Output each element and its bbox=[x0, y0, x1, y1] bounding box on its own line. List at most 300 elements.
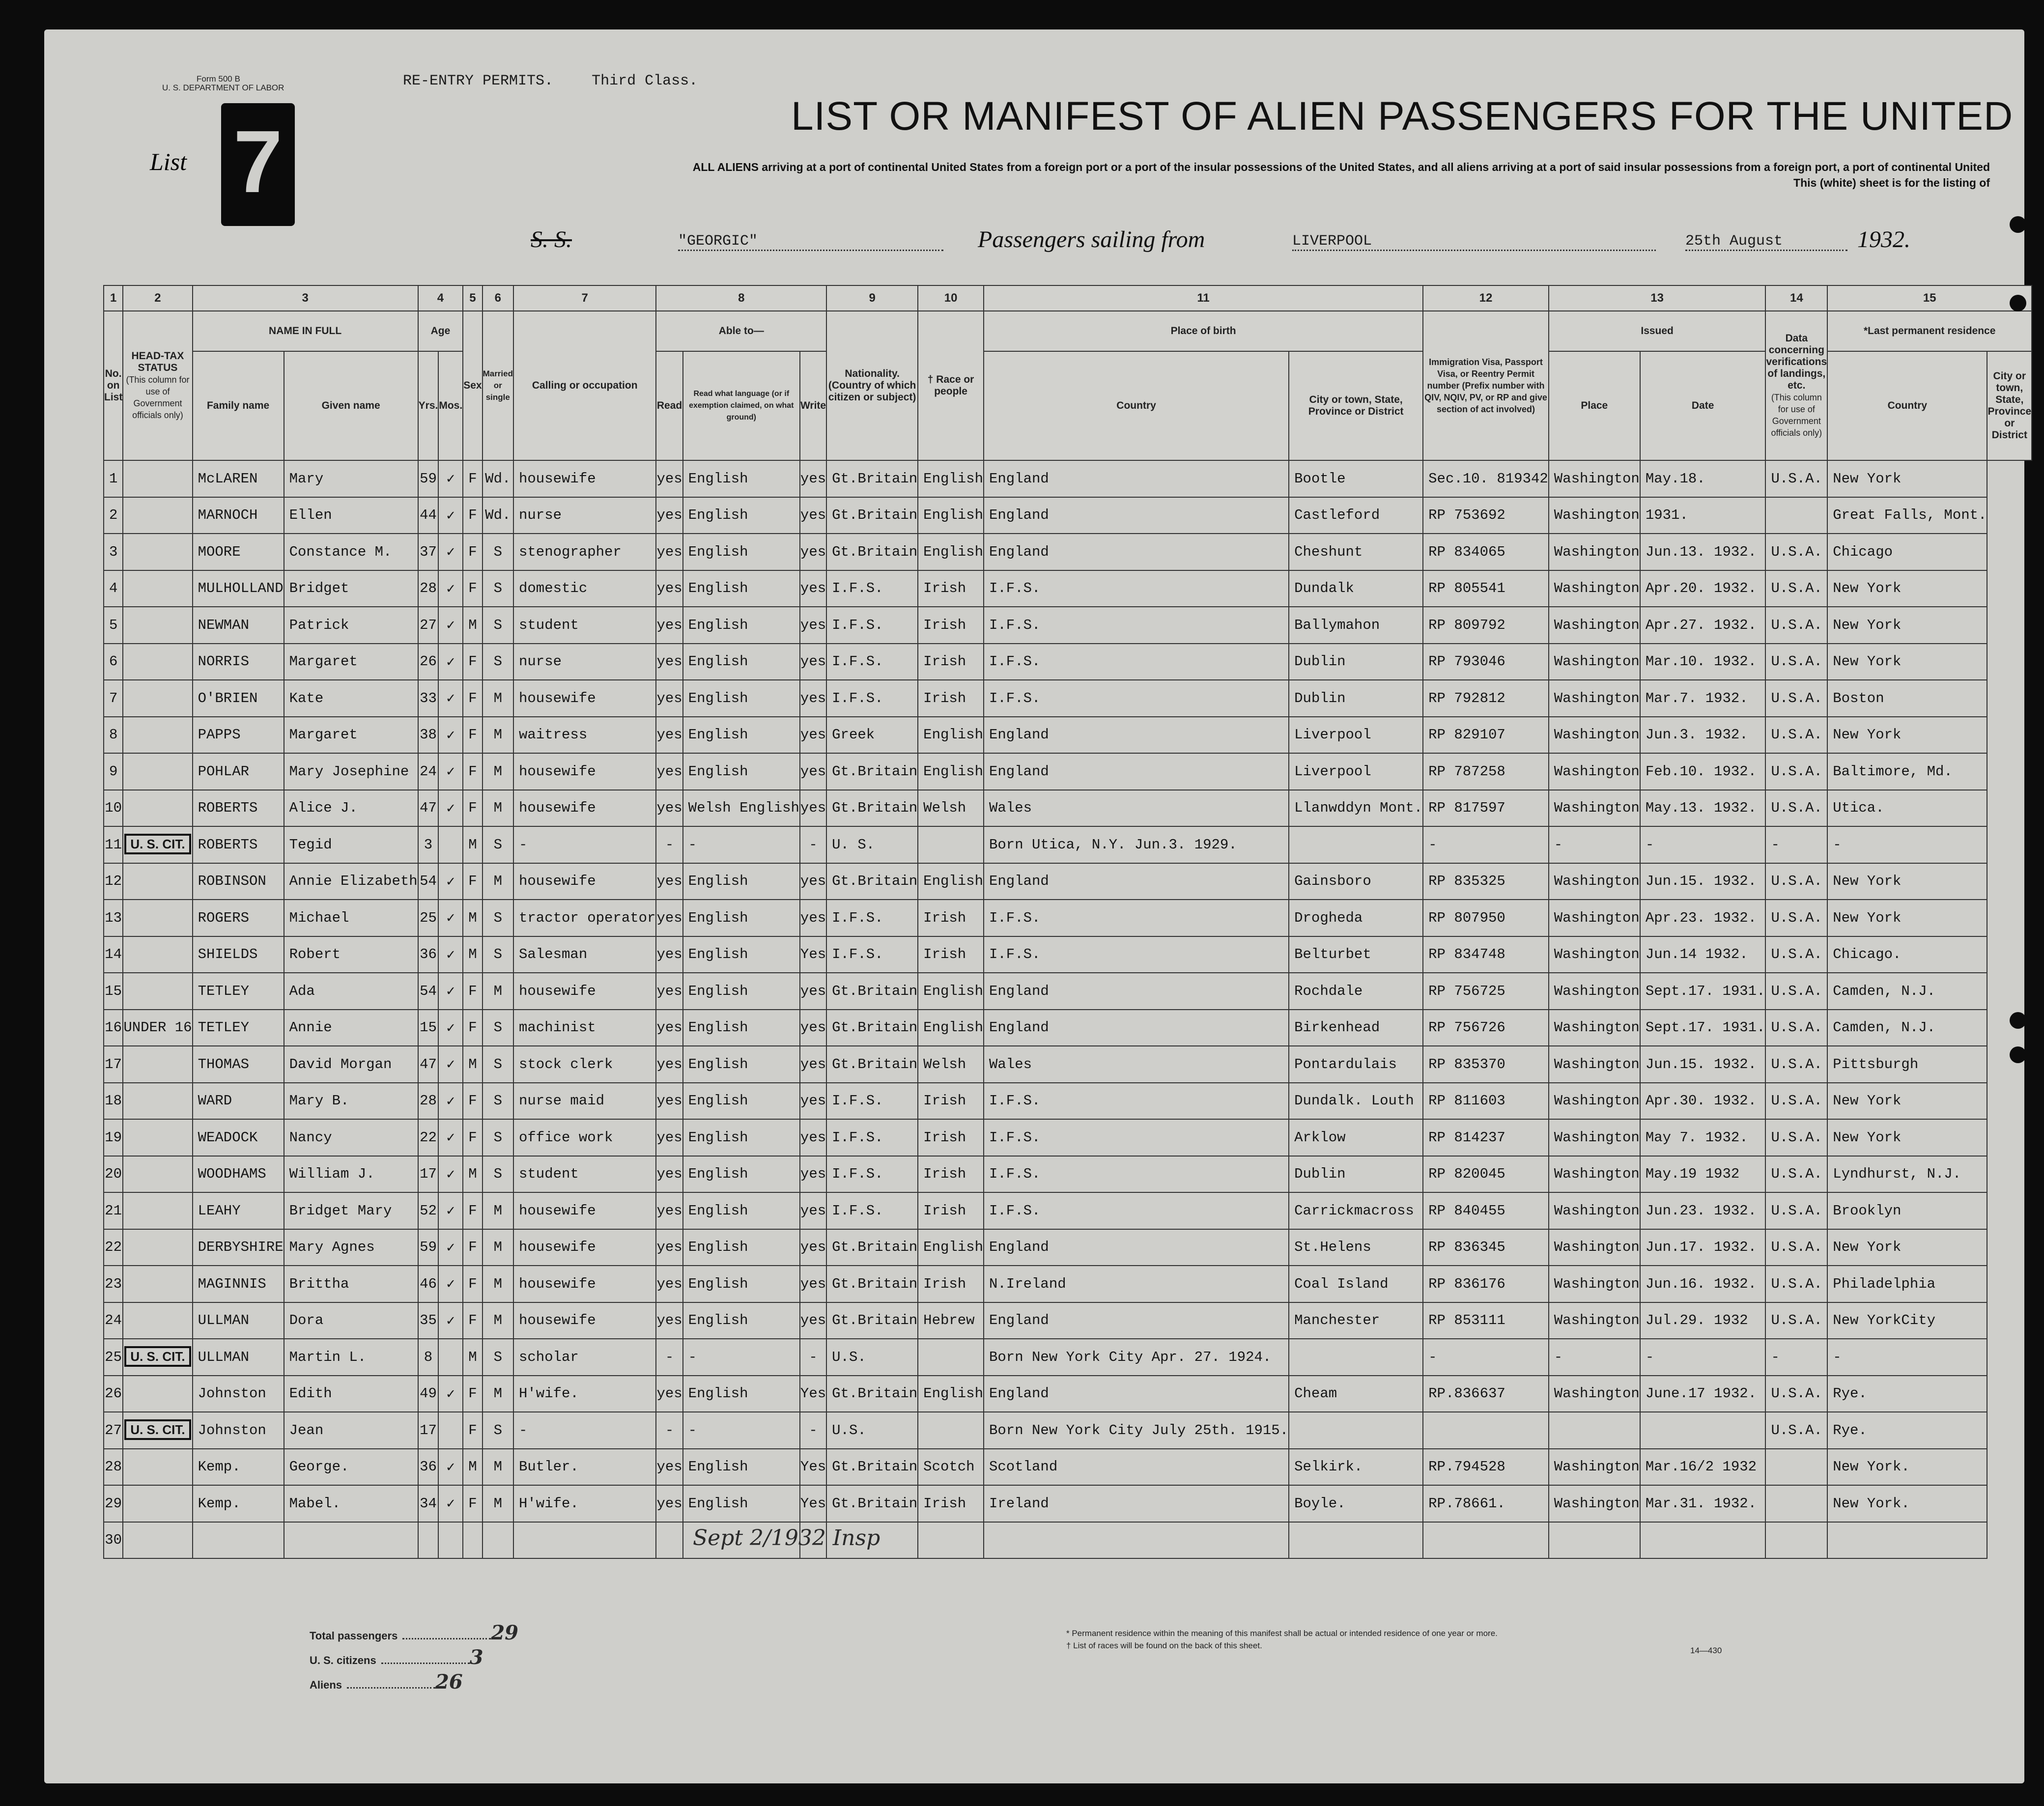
occupation: waitress bbox=[513, 717, 656, 754]
head-tax-status: UNDER 16 bbox=[123, 1010, 192, 1046]
read-language: English bbox=[683, 1302, 800, 1339]
occupation: nurse bbox=[513, 497, 656, 534]
residence-country: - bbox=[1765, 826, 1827, 863]
age-months-check: ✓ bbox=[438, 1229, 463, 1266]
family-name: ULLMAN bbox=[193, 1339, 284, 1376]
nationality: Gt.Britain bbox=[826, 863, 918, 900]
head-tax-status bbox=[123, 1485, 192, 1522]
can-read: yes bbox=[656, 863, 682, 900]
visa-number: RP 836345 bbox=[1423, 1229, 1549, 1266]
given-name: Margaret bbox=[284, 717, 418, 754]
issued-place: Washington bbox=[1549, 570, 1640, 607]
read-language: English bbox=[683, 1229, 800, 1266]
race: English bbox=[918, 1010, 984, 1046]
nationality: I.F.S. bbox=[826, 1192, 918, 1229]
nationality: Gt.Britain bbox=[826, 1302, 918, 1339]
visa-number: RP 814237 bbox=[1423, 1119, 1549, 1156]
race: English bbox=[918, 1376, 984, 1412]
visa-number: RP 807950 bbox=[1423, 900, 1549, 936]
age-years: 34 bbox=[418, 1485, 439, 1522]
read-language: English bbox=[683, 497, 800, 534]
family-name: ROBERTS bbox=[193, 790, 284, 827]
race: Hebrew bbox=[918, 1302, 984, 1339]
age-months-check: ✓ bbox=[438, 973, 463, 1010]
read-language: English bbox=[683, 717, 800, 754]
issued-date bbox=[1640, 1412, 1766, 1449]
visa-number bbox=[1423, 1522, 1549, 1559]
row-number: 13 bbox=[104, 900, 123, 936]
family-name bbox=[193, 1522, 284, 1559]
passenger-row bbox=[104, 1083, 2032, 1120]
residence-country: U.S.A. bbox=[1765, 863, 1827, 900]
occupation: student bbox=[513, 1156, 656, 1193]
marital-status: S bbox=[483, 1083, 513, 1120]
age-years: 46 bbox=[418, 1266, 439, 1302]
passenger-row bbox=[104, 1266, 2032, 1302]
read-language: English bbox=[683, 936, 800, 973]
age-months-check: ✓ bbox=[438, 1266, 463, 1302]
us-citizen-stamp: U. S. CIT. bbox=[124, 1346, 191, 1367]
residence-country bbox=[1765, 1449, 1827, 1486]
birth-country: Born Utica, N.Y. Jun.3. 1929. bbox=[984, 826, 1289, 863]
issued-date: May.19 1932 bbox=[1640, 1156, 1766, 1193]
sex: F bbox=[463, 1083, 482, 1120]
residence-city: New York. bbox=[1827, 1449, 1987, 1486]
can-write: Yes bbox=[800, 1449, 826, 1486]
marital-status: M bbox=[483, 1192, 513, 1229]
passenger-row bbox=[104, 1156, 2032, 1193]
given-name: Margaret bbox=[284, 644, 418, 680]
passenger-row bbox=[104, 1010, 2032, 1046]
residence-country: U.S.A. bbox=[1765, 900, 1827, 936]
given-name bbox=[284, 1522, 418, 1559]
given-name: Constance M. bbox=[284, 534, 418, 570]
visa-number: RP 756726 bbox=[1423, 1010, 1549, 1046]
issued-place: Washington bbox=[1549, 936, 1640, 973]
occupation: housewife bbox=[513, 1229, 656, 1266]
passenger-row bbox=[104, 936, 2032, 973]
occupation: machinist bbox=[513, 1010, 656, 1046]
head-tax-status bbox=[123, 644, 192, 680]
can-write: yes bbox=[800, 1266, 826, 1302]
visa-number: RP 829107 bbox=[1423, 717, 1549, 754]
sex: M bbox=[463, 607, 482, 644]
can-read: yes bbox=[656, 1485, 682, 1522]
sex: F bbox=[463, 1229, 482, 1266]
issued-place: Washington bbox=[1549, 1302, 1640, 1339]
age-months-check: ✓ bbox=[438, 1010, 463, 1046]
occupation: housewife bbox=[513, 1266, 656, 1302]
total-passengers-line: Total passengers 29 bbox=[310, 1621, 518, 1644]
birth-country: England bbox=[984, 973, 1289, 1010]
race: Irish bbox=[918, 1485, 984, 1522]
read-language: English bbox=[683, 1083, 800, 1120]
issued-date: - bbox=[1640, 826, 1766, 863]
age-years: 28 bbox=[418, 570, 439, 607]
aliens-line: Aliens 26 bbox=[310, 1670, 463, 1693]
age-months-check: ✓ bbox=[438, 790, 463, 827]
issued-date: May 7. 1932. bbox=[1640, 1119, 1766, 1156]
race: Irish bbox=[918, 570, 984, 607]
family-name: PAPPS bbox=[193, 717, 284, 754]
residence-country: U.S.A. bbox=[1765, 1156, 1827, 1193]
row-number: 2 bbox=[104, 497, 123, 534]
residence-country: U.S.A. bbox=[1765, 717, 1827, 754]
read-language: English bbox=[683, 900, 800, 936]
residence-city: Rye. bbox=[1827, 1376, 1987, 1412]
can-read: yes bbox=[656, 717, 682, 754]
age-years: 54 bbox=[418, 863, 439, 900]
age-months-check: ✓ bbox=[438, 1302, 463, 1339]
sex: F bbox=[463, 680, 482, 717]
race: English bbox=[918, 1229, 984, 1266]
visa-number: RP 836176 bbox=[1423, 1266, 1549, 1302]
head-tax-status bbox=[123, 863, 192, 900]
issued-place: Washington bbox=[1549, 607, 1640, 644]
row-number: 25 bbox=[104, 1339, 123, 1376]
visa-number: - bbox=[1423, 826, 1549, 863]
residence-city: Utica. bbox=[1827, 790, 1987, 827]
passenger-row bbox=[104, 1449, 2032, 1486]
sex: F bbox=[463, 717, 482, 754]
passenger-row bbox=[104, 863, 2032, 900]
issued-date: Jun.3. 1932. bbox=[1640, 717, 1766, 754]
age-years: 37 bbox=[418, 534, 439, 570]
marital-status: S bbox=[483, 1010, 513, 1046]
age-years bbox=[418, 1522, 439, 1559]
head-tax-status bbox=[123, 460, 192, 497]
binding-hole bbox=[2010, 1012, 2026, 1029]
birth-country: England bbox=[984, 1376, 1289, 1412]
ss-label: S. S. bbox=[531, 226, 572, 253]
family-name: NEWMAN bbox=[193, 607, 284, 644]
sex: F bbox=[463, 1192, 482, 1229]
given-name: Annie Elizabeth bbox=[284, 863, 418, 900]
sailing-label: Passengers sailing from bbox=[978, 226, 1205, 253]
passenger-row bbox=[104, 1046, 2032, 1083]
birth-country: England bbox=[984, 753, 1289, 790]
can-read: yes bbox=[656, 790, 682, 827]
issued-date: Jul.29. 1932 bbox=[1640, 1302, 1766, 1339]
age-years: 28 bbox=[418, 1083, 439, 1120]
age-years: 8 bbox=[418, 1339, 439, 1376]
occupation: office work bbox=[513, 1119, 656, 1156]
passenger-row bbox=[104, 753, 2032, 790]
can-read: yes bbox=[656, 497, 682, 534]
can-read: yes bbox=[656, 680, 682, 717]
birth-city bbox=[1289, 1522, 1423, 1559]
binding-hole bbox=[2010, 216, 2026, 233]
issued-place: Washington bbox=[1549, 460, 1640, 497]
residence-country: U.S.A. bbox=[1765, 1192, 1827, 1229]
row-number: 3 bbox=[104, 534, 123, 570]
issued-date: Jun.16. 1932. bbox=[1640, 1266, 1766, 1302]
can-read: yes bbox=[656, 460, 682, 497]
age-years: 54 bbox=[418, 973, 439, 1010]
row-number: 11 bbox=[104, 826, 123, 863]
nationality: Gt.Britain bbox=[826, 497, 918, 534]
visa-number: RP 834065 bbox=[1423, 534, 1549, 570]
family-name: ROBINSON bbox=[193, 863, 284, 900]
head-tax-status bbox=[123, 1266, 192, 1302]
occupation: - bbox=[513, 826, 656, 863]
race bbox=[918, 1339, 984, 1376]
residence-country bbox=[1765, 1522, 1827, 1559]
age-years: 49 bbox=[418, 1376, 439, 1412]
issued-date: Jun.23. 1932. bbox=[1640, 1192, 1766, 1229]
row-number: 1 bbox=[104, 460, 123, 497]
passenger-row bbox=[104, 790, 2032, 827]
nationality: U.S. bbox=[826, 1339, 918, 1376]
sex: F bbox=[463, 1302, 482, 1339]
birth-country: I.F.S. bbox=[984, 607, 1289, 644]
visa-number: RP.794528 bbox=[1423, 1449, 1549, 1486]
row-number: 8 bbox=[104, 717, 123, 754]
can-read: yes bbox=[656, 534, 682, 570]
family-name: TETLEY bbox=[193, 973, 284, 1010]
passenger-row bbox=[104, 460, 2032, 497]
footnote-residence: * Permanent residence within the meaning of this manifest shall be actual or intended residence of one year or more. bbox=[1066, 1629, 1498, 1638]
residence-city: New York bbox=[1827, 460, 1987, 497]
can-read bbox=[656, 1522, 682, 1559]
form-header bbox=[162, 75, 284, 92]
row-number: 9 bbox=[104, 753, 123, 790]
head-tax-status bbox=[123, 1192, 192, 1229]
given-name: David Morgan bbox=[284, 1046, 418, 1083]
nationality: Gt.Britain bbox=[826, 1485, 918, 1522]
can-read: yes bbox=[656, 1302, 682, 1339]
given-name: Mary bbox=[284, 460, 418, 497]
age-months-check: ✓ bbox=[438, 1119, 463, 1156]
head-tax-status bbox=[123, 1156, 192, 1193]
residence-country: U.S.A. bbox=[1765, 1412, 1827, 1449]
birth-country: I.F.S. bbox=[984, 1083, 1289, 1120]
birth-city: Carrickmacross bbox=[1289, 1192, 1423, 1229]
age-months-check: ✓ bbox=[438, 717, 463, 754]
passenger-row bbox=[104, 1119, 2032, 1156]
passenger-row bbox=[104, 1229, 2032, 1266]
residence-country: U.S.A. bbox=[1765, 1119, 1827, 1156]
can-write: yes bbox=[800, 863, 826, 900]
family-name: MARNOCH bbox=[193, 497, 284, 534]
read-language: English bbox=[683, 1010, 800, 1046]
age-months-check bbox=[438, 1412, 463, 1449]
age-years: 47 bbox=[418, 1046, 439, 1083]
birth-city: Belturbet bbox=[1289, 936, 1423, 973]
race: English bbox=[918, 717, 984, 754]
nationality: Gt.Britain bbox=[826, 1376, 918, 1412]
age-months-check: ✓ bbox=[438, 534, 463, 570]
birth-city: Castleford bbox=[1289, 497, 1423, 534]
residence-country: U.S.A. bbox=[1765, 1302, 1827, 1339]
visa-number: RP 811603 bbox=[1423, 1083, 1549, 1120]
can-write: yes bbox=[800, 1119, 826, 1156]
issued-place: Washington bbox=[1549, 1156, 1640, 1193]
footnote-races: † List of races will be found on the back of this sheet. bbox=[1066, 1641, 1262, 1650]
marital-status: M bbox=[483, 1229, 513, 1266]
residence-country: U.S.A. bbox=[1765, 570, 1827, 607]
departure-port: LIVERPOOL bbox=[1292, 233, 1656, 251]
nationality: Gt.Britain bbox=[826, 1449, 918, 1486]
issued-date: Apr.27. 1932. bbox=[1640, 607, 1766, 644]
issued-place bbox=[1549, 1522, 1640, 1559]
form-number: Form 500 B bbox=[197, 74, 240, 84]
marital-status: M bbox=[483, 680, 513, 717]
race bbox=[918, 1412, 984, 1449]
residence-city: Philadelphia bbox=[1827, 1266, 1987, 1302]
age-years: 15 bbox=[418, 1010, 439, 1046]
birth-city: Gainsboro bbox=[1289, 863, 1423, 900]
occupation: housewife bbox=[513, 973, 656, 1010]
can-write: yes bbox=[800, 973, 826, 1010]
age-years: 59 bbox=[418, 460, 439, 497]
issued-date bbox=[1640, 1522, 1766, 1559]
read-language: English bbox=[683, 534, 800, 570]
head-tax-status bbox=[123, 497, 192, 534]
occupation: housewife bbox=[513, 460, 656, 497]
can-write: Yes bbox=[800, 1485, 826, 1522]
nationality: Gt.Britain bbox=[826, 790, 918, 827]
row-number: 14 bbox=[104, 936, 123, 973]
occupation: student bbox=[513, 607, 656, 644]
row-number: 22 bbox=[104, 1229, 123, 1266]
birth-country: I.F.S. bbox=[984, 570, 1289, 607]
issued-place: Washington bbox=[1549, 863, 1640, 900]
marital-status: M bbox=[483, 1449, 513, 1486]
can-write: yes bbox=[800, 1156, 826, 1193]
nationality: U.S. bbox=[826, 1412, 918, 1449]
us-citizen-stamp: U. S. CIT. bbox=[124, 1419, 191, 1440]
marital-status: S bbox=[483, 644, 513, 680]
birth-city: Drogheda bbox=[1289, 900, 1423, 936]
birth-country: England bbox=[984, 717, 1289, 754]
given-name: Mabel. bbox=[284, 1485, 418, 1522]
residence-city: Chicago bbox=[1827, 534, 1987, 570]
nationality: Gt.Britain bbox=[826, 1010, 918, 1046]
sex: M bbox=[463, 1449, 482, 1486]
race: English bbox=[918, 497, 984, 534]
birth-city: Dundalk. Louth bbox=[1289, 1083, 1423, 1120]
nationality: Gt.Britain bbox=[826, 753, 918, 790]
occupation: Salesman bbox=[513, 936, 656, 973]
given-name: Michael bbox=[284, 900, 418, 936]
can-read: yes bbox=[656, 1449, 682, 1486]
age-months-check: ✓ bbox=[438, 1449, 463, 1486]
sex: F bbox=[463, 1010, 482, 1046]
sex: F bbox=[463, 1266, 482, 1302]
birth-country: I.F.S. bbox=[984, 680, 1289, 717]
passenger-row bbox=[104, 607, 2032, 644]
read-language: English bbox=[683, 680, 800, 717]
race: Scotch bbox=[918, 1449, 984, 1486]
read-language: English bbox=[683, 1376, 800, 1412]
given-name: Patrick bbox=[284, 607, 418, 644]
age-months-check: ✓ bbox=[438, 680, 463, 717]
issued-place: Washington bbox=[1549, 1119, 1640, 1156]
residence-city: Chicago. bbox=[1827, 936, 1987, 973]
family-name: WARD bbox=[193, 1083, 284, 1120]
residence-city: New York bbox=[1827, 1083, 1987, 1120]
visa-number: RP 805541 bbox=[1423, 570, 1549, 607]
nationality: I.F.S. bbox=[826, 1083, 918, 1120]
can-read: yes bbox=[656, 900, 682, 936]
given-name: Mary Agnes bbox=[284, 1229, 418, 1266]
sex: F bbox=[463, 570, 482, 607]
given-name: Annie bbox=[284, 1010, 418, 1046]
issued-place: Washington bbox=[1549, 973, 1640, 1010]
residence-country: U.S.A. bbox=[1765, 753, 1827, 790]
family-name: WEADOCK bbox=[193, 1119, 284, 1156]
birth-city: Coal Island bbox=[1289, 1266, 1423, 1302]
head-tax-status bbox=[123, 826, 192, 863]
can-write: yes bbox=[800, 644, 826, 680]
issued-date: Sept.17. 1931. bbox=[1640, 973, 1766, 1010]
passenger-row bbox=[104, 900, 2032, 936]
can-write: yes bbox=[800, 1192, 826, 1229]
residence-country: U.S.A. bbox=[1765, 936, 1827, 973]
birth-country: Wales bbox=[984, 1046, 1289, 1083]
typed-header bbox=[403, 73, 698, 89]
list-label: List bbox=[150, 148, 187, 175]
can-read: - bbox=[656, 1412, 682, 1449]
read-language: English bbox=[683, 1449, 800, 1486]
given-name: Edith bbox=[284, 1376, 418, 1412]
age-years: 25 bbox=[418, 900, 439, 936]
marital-status: S bbox=[483, 570, 513, 607]
birth-country: I.F.S. bbox=[984, 644, 1289, 680]
issued-date: Mar.10. 1932. bbox=[1640, 644, 1766, 680]
issued-date: Jun.13. 1932. bbox=[1640, 534, 1766, 570]
occupation: H'wife. bbox=[513, 1376, 656, 1412]
visa-number: RP 756725 bbox=[1423, 973, 1549, 1010]
issued-place: Washington bbox=[1549, 680, 1640, 717]
can-write: yes bbox=[800, 570, 826, 607]
race: Irish bbox=[918, 1119, 984, 1156]
visa-number: - bbox=[1423, 1339, 1549, 1376]
family-name: Kemp. bbox=[193, 1449, 284, 1486]
family-name: DERBYSHIRE bbox=[193, 1229, 284, 1266]
nationality: I.F.S. bbox=[826, 607, 918, 644]
issued-date: Mar.31. 1932. bbox=[1640, 1485, 1766, 1522]
issued-place: Washington bbox=[1549, 790, 1640, 827]
occupation: housewife bbox=[513, 1302, 656, 1339]
issued-place: Washington bbox=[1549, 1083, 1640, 1120]
row-number: 21 bbox=[104, 1192, 123, 1229]
can-read: yes bbox=[656, 1376, 682, 1412]
row-number: 16 bbox=[104, 1010, 123, 1046]
passenger-row bbox=[104, 1485, 2032, 1522]
age-months-check: ✓ bbox=[438, 753, 463, 790]
race: Irish bbox=[918, 936, 984, 973]
occupation: housewife bbox=[513, 753, 656, 790]
birth-city: Boyle. bbox=[1289, 1485, 1423, 1522]
family-name: Johnston bbox=[193, 1376, 284, 1412]
row-number: 18 bbox=[104, 1083, 123, 1120]
list-number: 7 bbox=[233, 113, 283, 211]
race: Irish bbox=[918, 680, 984, 717]
list-number-box bbox=[221, 103, 295, 226]
age-months-check: ✓ bbox=[438, 1156, 463, 1193]
read-language: English bbox=[683, 570, 800, 607]
can-read: yes bbox=[656, 1119, 682, 1156]
nationality: Gt.Britain bbox=[826, 973, 918, 1010]
occupation: housewife bbox=[513, 863, 656, 900]
passenger-row bbox=[104, 1412, 2032, 1449]
marital-status: M bbox=[483, 1302, 513, 1339]
read-language: English bbox=[683, 460, 800, 497]
marital-status: Wd. bbox=[483, 497, 513, 534]
read-language: Welsh English bbox=[683, 790, 800, 827]
